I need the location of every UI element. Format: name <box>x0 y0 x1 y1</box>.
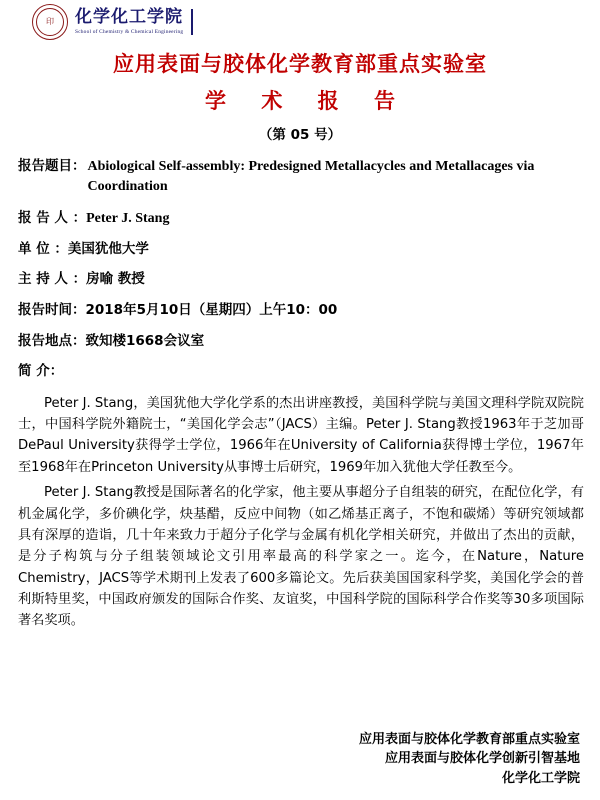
info-fields <box>14 157 586 382</box>
field-label: 简 介： <box>18 363 64 380</box>
field-label: 报 告 人 ： <box>18 209 87 226</box>
page-title: 应用表面与胶体化学教育部重点实验室 <box>113 52 487 76</box>
field-label: 主 持 人 ： <box>18 271 87 288</box>
org-name-en: School of Chemistry & Chemical Engineering <box>75 28 184 35</box>
field-value: Peter J. Stang <box>86 210 170 226</box>
field-label: 报告题目： <box>18 158 86 174</box>
field-label: 报告地点： <box>18 332 86 349</box>
org-name-cn: 化学化工学院 <box>75 7 183 28</box>
field-value: 2018年5月10日（星期四）上午10：00 <box>85 302 338 319</box>
institution-logo <box>14 0 586 42</box>
seal-inner-text: 印 <box>36 8 64 36</box>
field-row <box>18 209 586 229</box>
field-value: 致知楼1668会议室 <box>85 332 205 349</box>
field-label: 单 位 ： <box>18 240 68 257</box>
paragraph: Peter J. Stang，美国犹他大学化学系的杰出讲座教授，美国科学院与美国文理科学院双院院士，中国科学院外籍院士，“美国化学会志”（JACS）主编。Peter J. Stang教授1963年于芝加哥DePaul University获得学士学位，1966年在University of California获得博士学位，1967年至1968年在Princeton University从事博士后研究，1969年加入犹他大学任教至今。 <box>18 395 584 475</box>
field-label: 报告时间： <box>18 302 86 319</box>
field-row <box>18 270 586 290</box>
field-row <box>18 362 586 382</box>
footer-signature <box>359 730 580 789</box>
field-value: 房喻 教授 <box>86 271 145 288</box>
footer-line: 应用表面与胶体化学创新引智基地 <box>384 751 580 766</box>
paragraph: Peter J. Stang教授是国际著名的化学家，他主要从事超分子自组装的研究，在配位化学，有机金属化学，多价碘化学，炔基醋，反应中间物（如乙烯基正离子，不饱和碳烯）等研究领域都具有深厚的造诣，几十年来致力于超分子化学与金属有机化学相关研究，并做出了杰出的贡献，是分子构筑与分子组装领域论文引用率最高的科学家之一。迄今，在Nature，Nature Chemistry，JACS等学术期刊上发表了600多篇论文。先后获美国国家科学奖，美国化学会的普利斯特里奖，中国政府颁发的国际合作奖、友谊奖，中国科学院的国际科学合作奖等30多项国际著名奖项。 <box>18 485 584 629</box>
page-subtitle: 学 术 报 告 <box>205 89 409 113</box>
footer-line: 应用表面与胶体化学教育部重点实验室 <box>358 731 580 747</box>
footer-line: 化学化工学院 <box>501 770 580 786</box>
biography-body <box>14 393 586 632</box>
field-row <box>18 301 586 321</box>
field-value: Abiological Self-assembly: Predesigned Metallacycles and Metallacages via Coordination <box>87 159 535 195</box>
logo-text-block <box>75 9 193 35</box>
field-value: 美国犹他大学 <box>67 240 149 257</box>
field-row <box>18 332 586 352</box>
field-row <box>18 240 586 260</box>
seal-icon <box>32 4 68 40</box>
report-number: （第 05 号） <box>258 127 342 143</box>
field-row <box>18 157 586 198</box>
